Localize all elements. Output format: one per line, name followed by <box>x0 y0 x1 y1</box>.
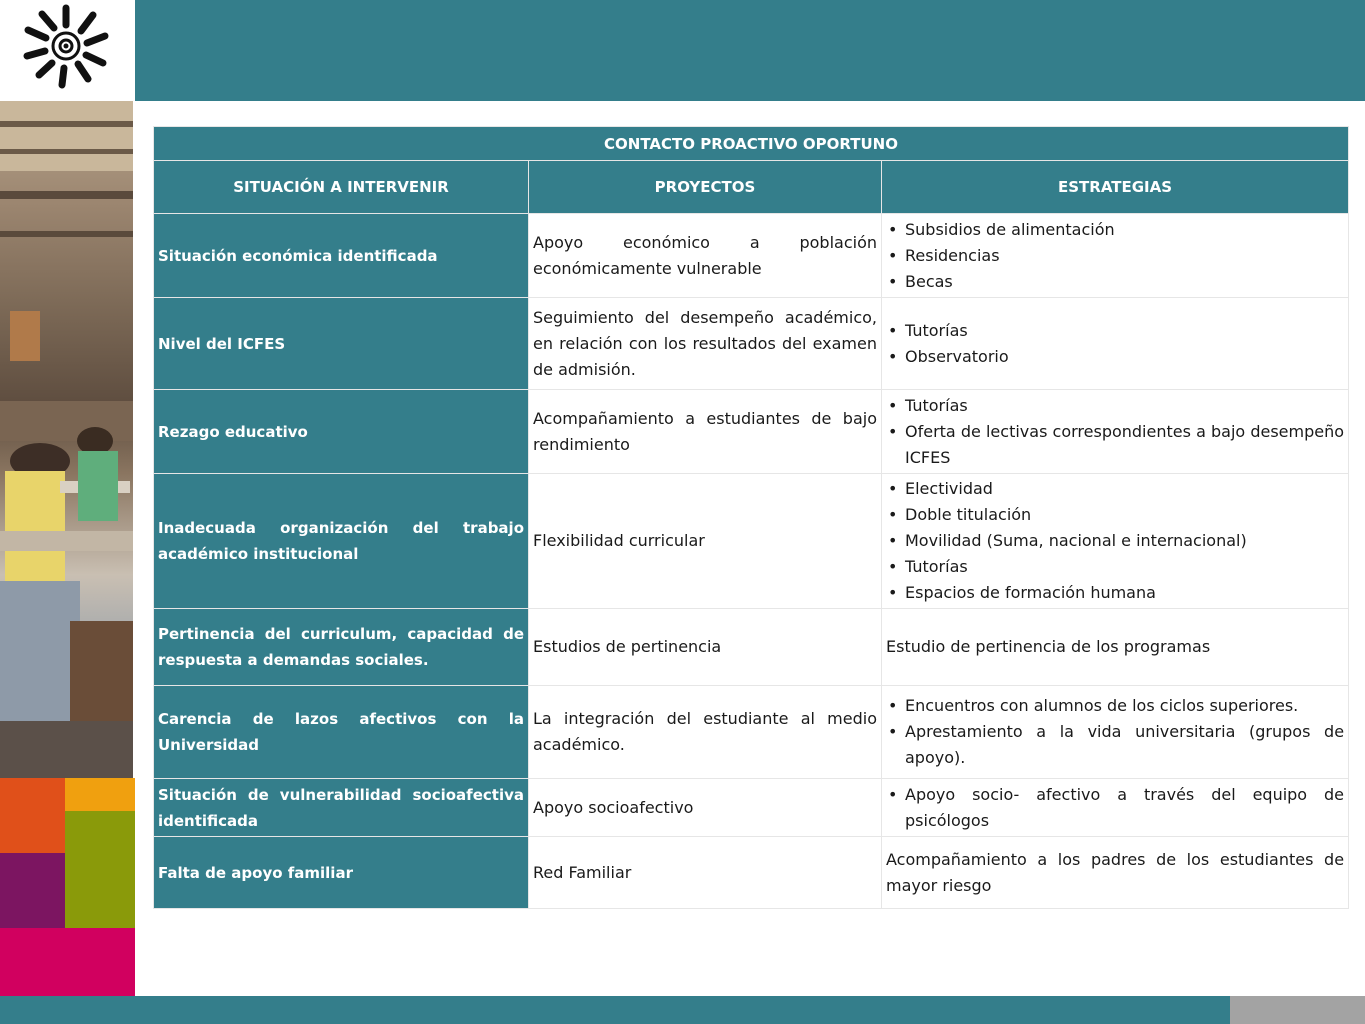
footer-band <box>0 996 1230 1024</box>
estrategias-cell <box>882 214 1349 298</box>
header-band <box>135 0 1365 101</box>
estrategias-cell: Estudio de pertinencia de los programas <box>882 609 1349 686</box>
estrategia-item: • Becas <box>905 269 1344 295</box>
estrategia-item: • Residencias <box>905 243 1344 269</box>
logo <box>0 0 135 101</box>
table-row <box>154 779 1349 837</box>
students-study-hall-photo <box>0 101 133 778</box>
proyecto-cell: Estudios de pertinencia <box>529 609 882 686</box>
header-situacion: SITUACIÓN A INTERVENIR <box>154 161 529 214</box>
table-row <box>154 609 1349 686</box>
amber-block <box>65 778 135 811</box>
situacion-cell: Falta de apoyo familiar <box>154 837 529 909</box>
estrategia-item: • Subsidios de alimentación <box>905 217 1344 243</box>
estrategia-item: • Encuentros con alumnos de los ciclos superiores. <box>905 693 1344 719</box>
situacion-cell: Rezago educativo <box>154 390 529 474</box>
situacion-cell: Pertinencia del curriculum, capacidad de respuesta a demandas sociales. <box>154 609 529 686</box>
estrategia-item: • Tutorías <box>905 393 1344 419</box>
orange-block <box>0 778 65 853</box>
footer-grey-block <box>1230 996 1365 1024</box>
header-proyectos: PROYECTOS <box>529 161 882 214</box>
situacion-cell: Situación económica identificada <box>154 214 529 298</box>
estrategia-item: • Oferta de lectivas correspondientes a bajo desempeño ICFES <box>905 419 1344 471</box>
color-blocks <box>0 778 135 996</box>
table-title: CONTACTO PROACTIVO OPORTUNO <box>154 127 1349 161</box>
estrategias-cell <box>882 779 1349 837</box>
estrategias-cell <box>882 686 1349 779</box>
table-row <box>154 474 1349 609</box>
estrategia-item: • Electividad <box>905 476 1344 502</box>
estrategia-item: • Observatorio <box>905 344 1344 370</box>
estrategia-item: • Aprestamiento a la vida universitaria (grupos de apoyo). <box>905 719 1344 771</box>
proyecto-cell: Apoyo económico a población económicamente vulnerable <box>529 214 882 298</box>
estrategias-cell <box>882 474 1349 609</box>
purple-block <box>0 853 65 928</box>
situacion-cell: Situación de vulnerabilidad socioafectiva identificada <box>154 779 529 837</box>
olive-block <box>65 811 135 928</box>
situacion-cell: Inadecuada organización del trabajo académico institucional <box>154 474 529 609</box>
header-estrategias: ESTRATEGIAS <box>882 161 1349 214</box>
proyecto-cell: Acompañamiento a estudiantes de bajo rendimiento <box>529 390 882 474</box>
situacion-cell: Carencia de lazos afectivos con la Universidad <box>154 686 529 779</box>
table-row <box>154 686 1349 779</box>
magenta-block <box>0 928 135 996</box>
estrategia-item: • Tutorías <box>905 318 1344 344</box>
estrategias-cell <box>882 390 1349 474</box>
proyecto-cell: La integración del estudiante al medio académico. <box>529 686 882 779</box>
sun-spiral-logo-icon <box>0 0 135 101</box>
contacto-proactivo-table <box>153 126 1349 909</box>
estrategias-cell <box>882 298 1349 390</box>
estrategias-cell: Acompañamiento a los padres de los estudiantes de mayor riesgo <box>882 837 1349 909</box>
proyecto-cell: Red Familiar <box>529 837 882 909</box>
proyecto-cell: Flexibilidad curricular <box>529 474 882 609</box>
proyecto-cell: Apoyo socioafectivo <box>529 779 882 837</box>
table-row <box>154 298 1349 390</box>
proyecto-cell: Seguimiento del desempeño académico, en relación con los resultados del examen de admisión. <box>529 298 882 390</box>
table-row <box>154 837 1349 909</box>
table-row <box>154 214 1349 298</box>
estrategia-item: • Doble titulación <box>905 502 1344 528</box>
table-row <box>154 390 1349 474</box>
estrategia-item: • Apoyo socio- afectivo a través del equipo de psicólogos <box>905 782 1344 834</box>
estrategia-item: • Espacios de formación humana <box>905 580 1344 606</box>
estrategia-item: • Movilidad (Suma, nacional e internacional) <box>905 528 1344 554</box>
estrategia-item: • Tutorías <box>905 554 1344 580</box>
situacion-cell: Nivel del ICFES <box>154 298 529 390</box>
